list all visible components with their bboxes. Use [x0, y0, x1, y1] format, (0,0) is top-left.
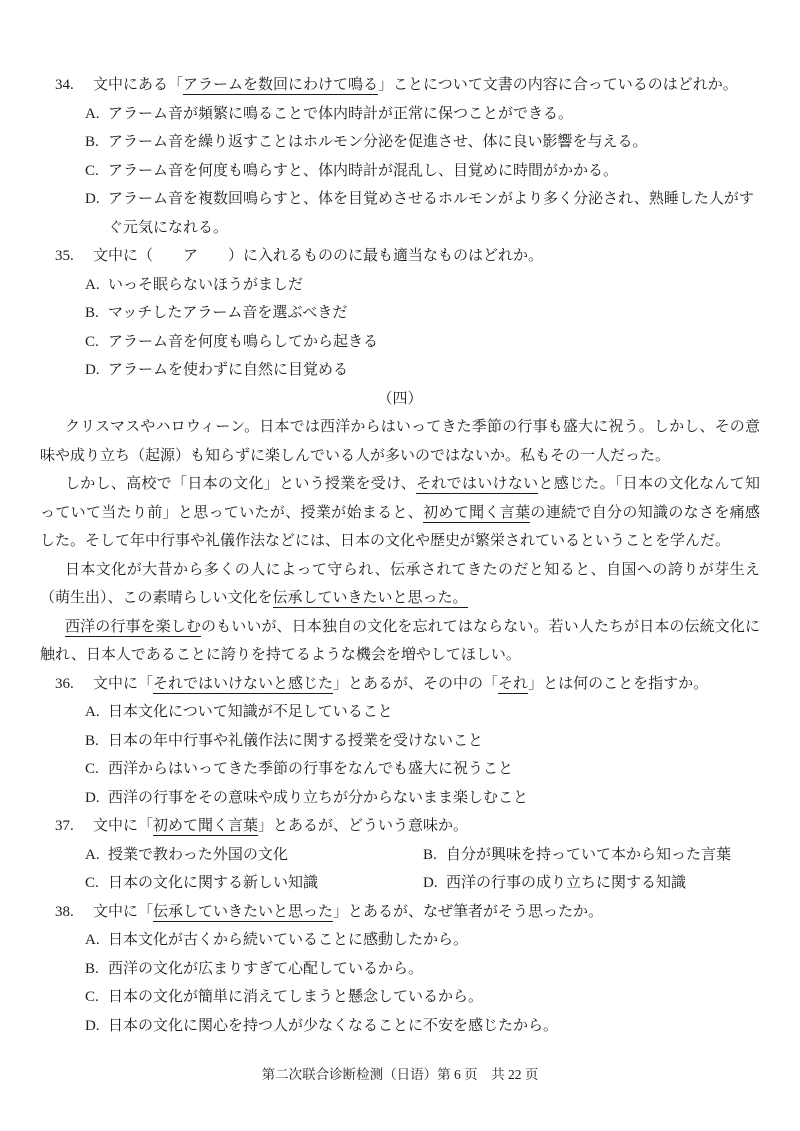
option-35-a [40, 271, 760, 300]
option-label: D. [85, 362, 100, 378]
option-label: D. [85, 191, 100, 207]
question-38-stem [40, 898, 760, 927]
passage-text: と感じた。「日本の文化なんて知っていて当たり前」と思っていたが、授業が始まると、 [40, 476, 760, 521]
option-text: 日本の文化に関する新しい知識 [108, 875, 319, 891]
option-text: 日本文化について知識が不足していること [108, 704, 393, 720]
option-label: D. [85, 1017, 100, 1034]
passage-paragraph-1: クリスマスやハロウィーン。日本では西洋からはいってきた季節の行事も盛大に祝う。しかし、その意味や成り立ち（起源）も知らずに楽しんでいる人が多いのではないか。私もその一人だった。 [40, 419, 760, 464]
underlined-text: アラームを数回にわけて鳴る [183, 77, 379, 93]
question-number: 34. [55, 77, 74, 93]
option-label: C. [85, 162, 99, 179]
option-37-c [85, 869, 423, 898]
option-text: アラームを使わずに自然に目覚める [108, 362, 349, 378]
option-label: A. [85, 932, 100, 948]
question-number: 38. [55, 903, 74, 920]
option-label: A. [85, 846, 100, 863]
question-stem-text: 文中に（ ア ）に入れるもののに最も適当なものはどれか。 [93, 248, 544, 264]
option-38-a [40, 926, 760, 955]
option-text: いっそ眠らないほうがましだ [108, 276, 304, 293]
question-number: 36. [55, 675, 74, 692]
underlined-text: 初めて聞く言葉 [153, 818, 259, 834]
option-label: C. [85, 989, 99, 1005]
reading-passage-4 [40, 385, 760, 670]
option-text: 日本の文化に関心を持つ人が少なくなることに不安を感じたから。 [108, 1017, 559, 1034]
option-label: D. [85, 789, 100, 806]
question-37 [40, 812, 760, 898]
underlined-text: 伝承していきたいと思った。 [272, 590, 468, 606]
stem-text: 」ことについて文書の内容に合っているのはどれか。 [378, 77, 738, 93]
option-label: B. [423, 846, 437, 863]
option-34-d [40, 185, 760, 242]
underlined-text: 伝承していきたいと思った [153, 903, 334, 920]
question-35-stem [40, 242, 760, 271]
stem-text: 文中に「 [93, 675, 154, 692]
option-36-c [40, 755, 760, 784]
option-38-b [40, 955, 760, 984]
option-label: A. [85, 704, 100, 720]
option-label: A. [85, 105, 100, 122]
option-37-b [423, 841, 760, 870]
option-36-d [40, 784, 760, 813]
option-text: 日本文化が古くから続いていることに感動したから。 [108, 932, 469, 948]
stem-text: 」とは何のことを指すか。 [528, 675, 709, 692]
option-text: アラーム音を繰り返すことはホルモン分泌を促進させ、体に良い影響を与える。 [108, 134, 648, 150]
option-text: アラーム音を何度も鳴らすと、体内時計が混乱し、目覚めに時間がかかる。 [108, 162, 619, 179]
option-label: C. [85, 761, 99, 777]
option-label: B. [85, 960, 99, 977]
option-text: アラーム音を複数回鳴らすと、体を目覚めさせるホルモンがより多く分泌され、熟睡した人がすぐ元気になれる。 [108, 191, 754, 236]
option-34-a [40, 100, 760, 129]
question-35 [40, 242, 760, 385]
option-text: 西洋の行事をその意味や成り立ちが分からないまま楽しむこと [108, 789, 529, 806]
question-38 [40, 898, 760, 1041]
question-stem-text [93, 71, 760, 100]
question-number: 35. [55, 248, 74, 264]
stem-text: 文中に「 [93, 903, 154, 920]
question-number: 37. [55, 818, 74, 834]
question-stem-text [93, 898, 760, 927]
option-35-b [40, 299, 760, 328]
option-34-c [40, 157, 760, 186]
underlined-text: 西洋の行事を楽しむ [65, 618, 201, 635]
option-text: アラーム音が頻繁に鳴ることで体内時計が正常に保つことができる。 [108, 105, 574, 122]
option-37-d [423, 869, 760, 898]
option-text: 日本の年中行事や礼儀作法に関する授業を受けないこと [108, 732, 484, 749]
option-label: C. [85, 875, 99, 891]
passage-text: のもいいが、日本独自の文化を忘れてはならない。若い人たちが日本の伝統文化に触れ、日本人であることに誇りを持てるような機会を増やしてほしい。 [40, 618, 760, 663]
option-text: 自分が興味を持っていて本から知った言葉 [446, 846, 732, 863]
option-35-c [40, 328, 760, 357]
section-heading: （四） [377, 390, 423, 407]
option-text: 西洋の文化が広まりすぎて心配しているから。 [108, 960, 424, 977]
stem-text: 」とあるが、なぜ筆者がそう思ったか。 [333, 903, 604, 920]
option-text: マッチしたアラーム音を選ぶべきだ [108, 305, 348, 321]
question-stem-text [93, 670, 760, 699]
underlined-text: それではいけないと感じた [153, 675, 334, 692]
option-35-d [40, 356, 760, 385]
option-36-a [40, 698, 760, 727]
option-label: B. [85, 732, 99, 749]
passage-text: 日本文化が大昔から多くの人によって守られ、伝承されてきたのだと知ると、自国への誇りが芽生え（萌生出）、この素晴らしい文化を [40, 561, 760, 606]
stem-text: 」とあるが、どういう意味か。 [258, 818, 469, 834]
question-36 [40, 670, 760, 813]
passage-paragraph-2 [40, 470, 760, 556]
option-text: 西洋からはいってきた季節の行事をなんでも盛大に祝うこと [108, 761, 514, 777]
option-text: 日本の文化が簡単に消えてしまうと懸念しているから。 [108, 989, 484, 1005]
question-37-stem [40, 812, 760, 841]
option-label: C. [85, 333, 99, 350]
option-36-b [40, 727, 760, 756]
passage-paragraph-3 [40, 556, 760, 613]
stem-text: 文中にある「 [93, 77, 184, 93]
question-34-stem [40, 71, 760, 100]
option-label: B. [85, 134, 99, 150]
underlined-text: 初めて聞く言葉 [423, 504, 531, 521]
option-label: B. [85, 305, 99, 321]
option-38-c [40, 983, 760, 1012]
option-text: 授業で教わった外国の文化 [108, 846, 288, 863]
underlined-text: それ [498, 675, 529, 692]
option-34-b [40, 128, 760, 157]
stem-text: 」とあるが、その中の「 [333, 675, 499, 692]
option-38-d [40, 1012, 760, 1041]
option-label: D. [423, 875, 438, 891]
passage-text: しかし、高校で「日本の文化」という授業を受け、 [65, 476, 417, 492]
page-footer: 第二次联合诊断检测（日语）第 6 页 共 22 页 [261, 1067, 539, 1082]
stem-text: 文中に「 [93, 818, 154, 834]
underlined-text: それではいけない [416, 476, 539, 492]
option-label: A. [85, 276, 100, 293]
passage-paragraph-4 [40, 613, 760, 670]
option-text: アラーム音を何度も鳴らしてから起きる [108, 333, 379, 350]
question-stem-text [93, 812, 760, 841]
option-37-a [85, 841, 423, 870]
passage-text: の連続で自分の知識のなさを痛感した。そして年中行事や礼儀作法などには、日本の文化や歴史が繁栄されているということを学んだ。 [40, 504, 760, 549]
question-37-options [40, 841, 760, 898]
question-36-stem [40, 670, 760, 699]
question-34 [40, 71, 760, 242]
option-text: 西洋の行事の成り立ちに関する知識 [446, 875, 687, 891]
